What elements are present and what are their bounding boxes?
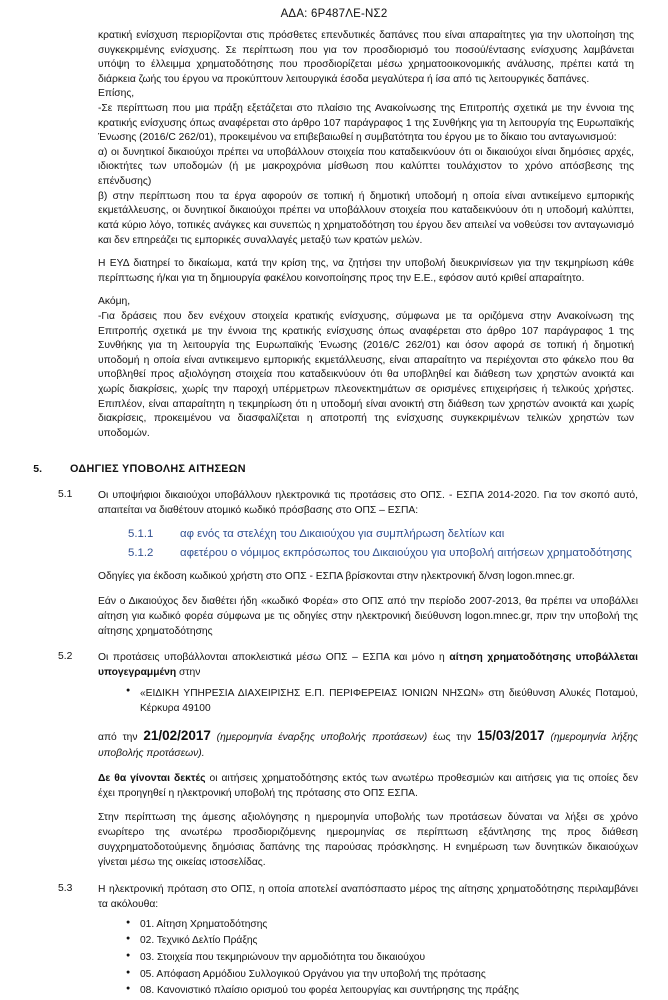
list-item: ● 05. Απόφαση Αρμόδιου Συλλογικού Οργάνου για την υποβολή της πρότασης [140,967,638,984]
subclause-5-1-2 [128,544,638,562]
clause-5-2-address-list [98,687,638,717]
date-end-note: (ημερομηνία λήξης υποβολής προτάσεων). [98,731,638,760]
clause-5-2-note: Στην περίπτωση της άμεσης αξιολόγησης η ημερομηνία υποβολής των προτάσεων δύναται να λήξει σε χρόνο ενωρίτερο της ανωτέρω προσδιοριζόμενης ημερομηνίας σε περίπτωση εξάντλησης της προς διάθεση συγχρηματοδοτούμενης δημόσιας δαπάνης της παρούσας πρόσκλησης. Η ενημέρωση των δυνητικών δικαιούχων γίνεται μέσω της οικείας ιστοσελίδας. [98,812,638,869]
warning-rest: οι αιτήσεις χρηματοδότησης εκτός των ανωτέρω προθεσμιών και αιτήσεις για τις οποίες δεν έχει προηγηθεί η ηλεκτρονική υποβολή της πρότασης στο ΟΠΣ ΕΣΠΑ. [98,772,638,799]
date-prefix: από την [98,731,144,743]
clause-5-1-intro: Οι υποψήφιοι δικαιούχοι υποβάλλουν ηλεκτρονικά τις προτάσεις στο ΟΠΣ. - ΕΣΠΑ 2014-2020. Για τον σκοπό αυτό, απαιτείται να διαθέτουν ατομικό κωδικό πρόσβασης στο ΟΠΣ – ΕΣΠΑ: [98,490,638,517]
list-item: ● 01. Αίτηση Χρηματοδότησης [140,917,638,934]
submission-end-date: 15/03/2017 [477,727,545,743]
clause-5-2-warning [98,772,638,802]
paragraph-akomi-label: Ακόμη, [98,296,131,308]
list-item: ● 02. Τεχνικό Δελτίο Πράξης [140,933,638,950]
paragraph-8: -Για δράσεις που δεν ενέχουν στοιχεία κρατικής ενίσχυσης, σύμφωνα με τα οριζόμενα στην Ανακοίνωση της Επιτροπής σχετικά με την έννοια της κρατικής ενίσχυσης όπως αναφέρεται στο άρθρο 107 παράγραφος 1 της Συνθήκης για τη λειτουργία της Ευρωπαϊκής Ένωσης (2016/C 262/01) και όσον αφορά σε τοπική ή δημοτική υποδομή η οποία είναι αντικειμενο εμπορικής εκμετάλλευσης, είναι απαραίτητο να περιέχονται στο φάκελο που θα υποβληθεί προς αξιολόγηση στοιχεία που καταδεικνύουν ότι θα υποβληθεί και διάθεση των χρηστών ανοικτά και χωρίς διακρίσεις, χωρίς την παροχή υπέρμετρων πλεονεκτημάτων σε ορισμένες επιχειρήσεις ή τελικούς χρήστες. Επιπλέον, είναι απαραίτητη η τεκμηρίωση ότι η υποδομή είναι ανοικτή στη διάθεση των χρηστών ανοικτά και χωρίς διακρίσεις, προκειμένου να διασφαλίζεται η αποτροπή της ενίσχυσης συγκεκριμένων τελικών χρηστών των υποδομών. [98,310,634,439]
clause-5-2-text-plain: Οι προτάσεις υποβάλλονται αποκλειστικά μέσω ΟΠΣ – ΕΣΠΑ και μόνο η [98,652,450,664]
paragraph-episis-label: Επίσης, [98,88,135,100]
section-heading-5 [30,463,638,475]
subclause-5-1-2-number: 5.1.2 [128,546,154,559]
clause-5-3 [30,883,638,999]
clause-5-1-note-1: Οδηγίες για έκδοση κωδικού χρήστη στο ΟΠΣ - ΕΣΠΑ βρίσκονται στην ηλεκτρονική δ/νση logon.mnec.gr. [98,570,575,582]
section-number: 5. [33,463,42,476]
clause-5-3-items [98,917,638,1000]
subclause-5-1-2-text: αφετέρου ο νόμιμος εκπρόσωπος του Δικαιούχου για υποβολή αιτήσεων χρηματοδότησης [180,546,632,559]
date-start-note: (ημερομηνία έναρξης υποβολής προτάσεων) [210,731,434,743]
paragraph-1: κρατική ενίσχυση περιορίζονται στις πρόσθετες επενδυτικές δαπάνες που είναι απαραίτητες για την υλοποίηση της συγκεκριμένης ενίσχυσης. Σε περίπτωση που για τον προσδιορισμό του ποσού/έντασης ενίσχυσης λαμβάνεται υπόψη το έλλειμμα χρηματοδότησης που προσδιορίζεται μέσω χρηματοοικονομικής ανάλυσης, πρέπει κατά τη διάρκεια ζωής του έργου να προκύπτουν λειτουργικά έσοδα μεγαλύτερα ή ίσα από τις λειτουργικές δαπάνες. [98,30,634,85]
clause-5-1 [30,489,638,639]
ada-header: ΑΔΑ: 6Ρ487ΛΕ-ΝΣ2 [280,8,388,20]
date-until-label: έως την [433,731,478,743]
list-item: ● 03. Στοιχεία που τεκμηριώνουν την αρμοδιότητα του δικαιούχου [140,950,638,967]
clause-5-2-dates [98,726,638,762]
subclause-5-1-1 [128,525,638,543]
paragraph-5: β) στην περίπτωση που τα έργα αφορούν σε τοπική ή δημοτική υποδομή η οποία είναι αντικείμενο εμπορικής εκμετάλλευσης, οι δυνητικοί δικαιούχοι πρέπει να υποβάλλουν στοιχεία που καταδεικνύουν ότι η υποδομή καλύπτει, κατά κύριο λόγο, τοπικές ανάγκες και συνεπώς η χρηματοδότηση του έργου δεν απειλεί να νοθεύσει τον ανταγωνισμό και δεν επηρεάζει τις εμπορικές συναλλαγές μεταξύ των κρατών μελών. [98,190,634,246]
list-item: ● 08. Κανονιστικό πλαίσιο ορισμού του φορέα λειτουργίας και συντήρησης της πράξης [140,983,638,1000]
subclause-5-1-1-number: 5.1.1 [128,528,154,541]
submission-start-date: 21/02/2017 [143,727,211,743]
clause-5-2-text-tail: στην [176,667,201,679]
clause-5-2-text-bold: αίτηση χρηματοδότησης υποβάλλεται υπογεγραμμένη [98,652,638,679]
clause-5-3-number: 5.3 [58,883,73,895]
clause-5-1-note-2: Εάν ο Δικαιούχος δεν διαθέτει ήδη «κωδικό Φορέα» στο ΟΠΣ από την περίοδο 2007-2013, θα πρέπει να υποβάλλει αίτηση για κωδικό φορέα σύμφωνα με τις οδηγίες στην ηλεκτρονική διεύθυνση logon.mnec.gr, πριν την υποβολή της αίτησης χρηματοδότησης [98,595,638,637]
paragraph-4: α) οι δυνητικοί δικαιούχοι πρέπει να υποβάλλουν στοιχεία που καταδεικνύουν ότι οι δικαιούχοι είναι δημόσιες αρχές, ιδιοκτήτες των υποδομών (ή με μακροχρόνια μίσθωση που καλύπτει τουλάχιστον το χρόνο απόσβεσης της επένδυσης) [98,146,634,188]
paragraph-3: -Σε περίπτωση που μια πράξη εξετάζεται στο πλαίσιο της Ανακοίνωσης της Επιτροπής σχετικά με την έννοια της κρατικής ενίσχυσης όπως αναφέρεται στο άρθρο 107 παράγραφος 1 της Συνθήκης για τη λειτουργία της Ευρωπαϊκής Ένωσης (2016/C 262/01), προκειμένου να επιβεβαιωθεί η συμβατότητα του έργου με το δίκαιο του ανταγωνισμού: [98,103,634,144]
list-item: ● «ΕΙΔΙΚΗ ΥΠΗΡΕΣΙΑ ΔΙΑΧΕΙΡΙΣΗΣ Ε.Π. ΠΕΡΙΦΕΡΕΙΑΣ ΙΟΝΙΩΝ ΝΗΣΩΝ» στη διεύθυνση Αλυκές Ποταμού, Κέρκυρα 49100 [140,687,638,717]
clause-5-2 [30,651,638,871]
clause-5-1-number: 5.1 [58,489,73,501]
warning-bold: Δε θα γίνονται δεκτές [98,772,206,784]
clause-5-3-intro: Η ηλεκτρονική πρόταση στο ΟΠΣ, η οποία αποτελεί αναπόσπαστο μέρος της αίτησης χρηματοδότησης περιλαμβάνει τα ακόλουθα: [98,884,638,911]
subclause-list [128,525,638,562]
clause-5-2-number: 5.2 [58,651,73,663]
clause-5-2-intro [98,651,638,681]
subclause-5-1-1-text: αφ ενός τα στελέχη του Δικαιούχου για συμπλήρωση δελτίων και [180,528,505,541]
paragraph-6: Η ΕΥΔ διατηρεί το δικαίωμα, κατά την κρίση της, να ζητήσει την υποβολή διευκρινίσεων για την τεκμηρίωση κάθε περίπτωσης ή/και για τη δημιουργία φακέλου κοινοποίησης προς την Ε.Ε., εφόσον αυτό κριθεί απαραίτητο. [98,258,634,284]
intro-text-block [98,29,634,441]
section-title: ΟΔΗΓΙΕΣ ΥΠΟΒΟΛΗΣ ΑΙΤΗΣΕΩΝ [70,463,246,476]
